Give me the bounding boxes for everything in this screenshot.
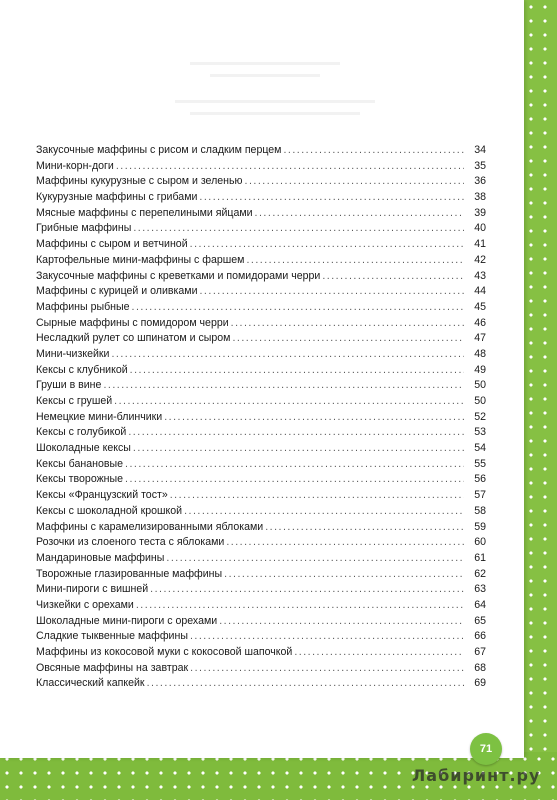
toc-entry-title: Кексы с клубникой [36, 363, 128, 376]
toc-entry-title: Грибные маффины [36, 222, 132, 235]
toc-entry [36, 441, 486, 457]
toc-entry-title: Кексы банановые [36, 457, 124, 470]
toc-dot-leader [322, 269, 464, 285]
toc-entry [36, 363, 486, 379]
toc-entry-title: Творожные глазированные маффины [36, 567, 223, 580]
toc-entry-page: 59 [474, 520, 486, 533]
toc-entry-page: 42 [474, 253, 486, 266]
toc-dot-leader [184, 504, 464, 520]
toc-dot-leader [255, 206, 464, 222]
toc-entry-title: Шоколадные кексы [36, 442, 131, 455]
toc-entry-title: Маффины с курицей и оливками [36, 285, 198, 298]
toc-dot-leader [130, 363, 464, 379]
toc-dot-leader [190, 629, 464, 645]
toc-dot-leader [226, 535, 464, 551]
toc-entry-title: Овсяные маффины на завтрак [36, 661, 189, 674]
bleed-through-text [190, 112, 360, 115]
toc-entry-page: 39 [474, 206, 486, 219]
bleed-through-text [210, 74, 320, 77]
toc-entry [36, 472, 486, 488]
toc-entry-page: 65 [474, 614, 486, 627]
toc-dot-leader [199, 284, 464, 300]
toc-entry-title: Сырные маффины с помидором черри [36, 316, 229, 329]
toc-entry-title: Несладкий рулет со шпинатом и сыром [36, 332, 231, 345]
toc-entry [36, 143, 486, 159]
toc-entry-page: 55 [474, 457, 486, 470]
toc-dot-leader [128, 425, 464, 441]
toc-entry-title: Маффины из кокосовой муки с кокосовой шапочкой [36, 646, 293, 658]
toc-dot-leader [125, 457, 464, 473]
toc-entry [36, 645, 486, 661]
toc-entry-page: 62 [474, 567, 486, 580]
toc-entry [36, 676, 486, 692]
toc-entry-page: 53 [474, 426, 486, 439]
toc-entry-title: Чизкейки с орехами [36, 598, 134, 611]
toc-dot-leader [190, 237, 464, 253]
toc-entry-page: 60 [474, 536, 486, 549]
toc-entry [36, 614, 486, 630]
toc-entry-page: 35 [474, 159, 486, 172]
toc-entry [36, 567, 486, 583]
toc-entry [36, 598, 486, 614]
toc-dot-leader [219, 614, 464, 630]
toc-dot-leader [190, 661, 464, 677]
toc-entry-title: Кукурузные маффины с грибами [36, 191, 198, 204]
toc-entry-title: Кексы творожные [36, 473, 124, 486]
toc-entry-title: Маффины с карамелизированными яблоками [36, 520, 264, 533]
toc-entry [36, 174, 486, 190]
toc-entry-title: Сладкие тыквенные маффины [36, 630, 188, 643]
toc-entry-page: 43 [474, 269, 486, 282]
watermark-logo: Лабиринт.ру [412, 766, 541, 785]
toc-entry-page: 52 [474, 410, 486, 423]
toc-entry-title: Мини-пироги с вишней [36, 583, 149, 596]
toc-entry-title: Розочки из слоеного теста с яблоками [36, 536, 225, 549]
toc-dot-leader [265, 520, 464, 536]
toc-entry-page: 64 [474, 598, 486, 611]
toc-entry-title: Груши в вине [36, 379, 102, 392]
toc-entry [36, 457, 486, 473]
toc-entry [36, 269, 486, 285]
toc-dot-leader [136, 598, 464, 614]
toc-entry [36, 159, 486, 175]
toc-entry [36, 300, 486, 316]
toc-dot-leader [231, 316, 464, 332]
toc-entry-page: 58 [474, 504, 486, 517]
toc-entry-page: 36 [474, 175, 486, 188]
toc-entry [36, 378, 486, 394]
toc-entry-title: Мандариновые маффины [36, 551, 165, 564]
toc-entry-title: Кексы с грушей [36, 395, 113, 407]
toc-dot-leader [125, 472, 464, 488]
toc-entry-title: Картофельные мини-маффины с фаршем [36, 253, 245, 266]
toc-entry-page: 67 [474, 646, 486, 658]
toc-dot-leader [133, 441, 464, 457]
bleed-through-text [190, 62, 340, 65]
toc-entry-title: Маффины кукурузные с сыром и зеленью [36, 175, 243, 188]
toc-entry [36, 504, 486, 520]
toc-entry [36, 316, 486, 332]
toc-dot-leader [133, 221, 464, 237]
toc-entry [36, 535, 486, 551]
toc-entry-page: 40 [474, 222, 486, 235]
toc-entry-title: Закусочные маффины с рисом и сладким перцем [36, 144, 282, 156]
toc-dot-leader [170, 488, 464, 504]
toc-entry-page: 66 [474, 630, 486, 643]
toc-dot-leader [224, 567, 464, 583]
toc-entry [36, 190, 486, 206]
toc-entry-title: Немецкие мини-блинчики [36, 410, 163, 423]
toc-dot-leader [199, 190, 464, 206]
toc-entry-page: 68 [474, 661, 486, 674]
toc-dot-leader [294, 645, 464, 661]
toc-dot-leader [245, 174, 465, 190]
toc-entry-page: 34 [474, 144, 486, 156]
table-of-contents [36, 143, 486, 692]
toc-entry-title: Шоколадные мини-пироги с орехами [36, 614, 218, 627]
toc-entry [36, 237, 486, 253]
toc-entry-title: Маффины рыбные [36, 300, 130, 313]
toc-dot-leader [283, 143, 464, 159]
toc-entry [36, 331, 486, 347]
toc-entry-title: Кексы с шоколадной крошкой [36, 504, 183, 517]
toc-dot-leader [166, 551, 464, 567]
toc-entry [36, 347, 486, 363]
toc-entry [36, 394, 486, 410]
toc-entry [36, 520, 486, 536]
toc-entry [36, 221, 486, 237]
toc-entry-page: 50 [474, 379, 486, 392]
toc-dot-leader [164, 410, 464, 426]
toc-entry [36, 551, 486, 567]
toc-entry [36, 488, 486, 504]
toc-dot-leader [150, 582, 464, 598]
toc-dot-leader [147, 676, 464, 692]
toc-dot-leader [114, 394, 464, 410]
toc-entry-page: 46 [474, 316, 486, 329]
toc-entry-page: 69 [474, 677, 486, 690]
toc-entry-title: Мини-чизкейки [36, 347, 110, 360]
toc-entry-title: Мини-корн-доги [36, 159, 114, 172]
toc-entry [36, 661, 486, 677]
toc-entry-page: 45 [474, 300, 486, 313]
toc-entry [36, 410, 486, 426]
toc-entry [36, 206, 486, 222]
toc-dot-leader [116, 159, 464, 175]
toc-entry-page: 50 [474, 395, 486, 407]
page-number-badge: 71 [470, 733, 502, 765]
toc-entry-page: 48 [474, 347, 486, 360]
toc-entry-page: 44 [474, 285, 486, 298]
toc-entry-title: Мясные маффины с перепелиными яйцами [36, 206, 253, 219]
toc-entry-page: 49 [474, 363, 486, 376]
toc-entry [36, 425, 486, 441]
toc-dot-leader [232, 331, 464, 347]
toc-entry-title: Закусочные маффины с креветками и помидорами черри [36, 269, 321, 282]
toc-dot-leader [132, 300, 464, 316]
toc-entry-page: 41 [474, 238, 486, 251]
toc-entry-title: Кексы с голубикой [36, 426, 127, 439]
toc-entry-page: 61 [474, 551, 486, 564]
toc-entry-page: 56 [474, 473, 486, 486]
toc-entry [36, 253, 486, 269]
toc-entry [36, 582, 486, 598]
toc-dot-leader [246, 253, 464, 269]
toc-entry [36, 284, 486, 300]
toc-entry-title: Кексы «Французский тост» [36, 489, 168, 502]
toc-entry-page: 38 [474, 191, 486, 204]
toc-entry [36, 629, 486, 645]
toc-entry-page: 63 [474, 583, 486, 596]
toc-entry-page: 54 [474, 442, 486, 455]
bleed-through-text [175, 100, 375, 103]
toc-entry-page: 57 [474, 489, 486, 502]
toc-entry-page: 47 [474, 332, 486, 345]
toc-entry-title: Классический капкейк [36, 677, 145, 690]
decorative-frame-right [524, 0, 557, 800]
toc-dot-leader [103, 378, 464, 394]
toc-dot-leader [111, 347, 464, 363]
toc-entry-title: Маффины с сыром и ветчиной [36, 238, 188, 251]
